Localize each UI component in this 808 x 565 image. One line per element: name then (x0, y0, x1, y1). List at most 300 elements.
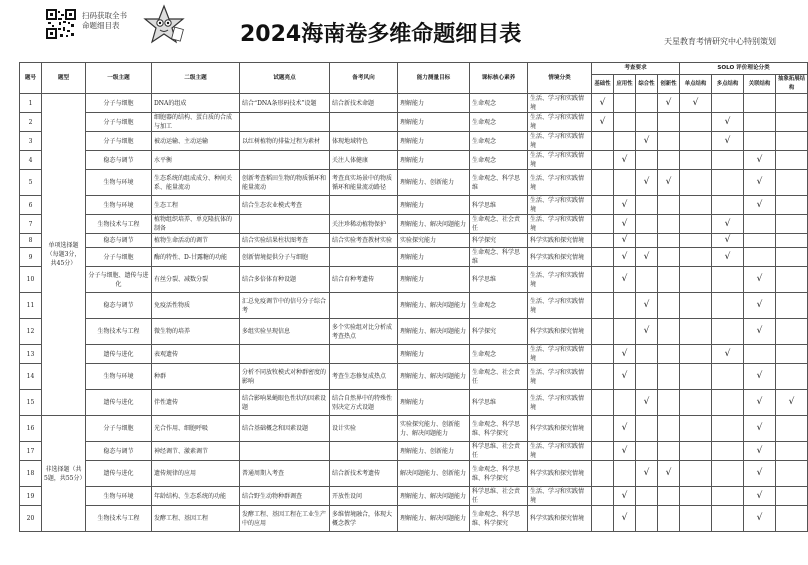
cell-solo-3 (776, 151, 808, 170)
check-mark-icon: √ (621, 199, 628, 210)
qr-code (46, 9, 76, 39)
cell-context: 生活、学习和实践情境 (528, 151, 592, 170)
cell-req-2 (636, 151, 658, 170)
cell-trend (330, 293, 398, 319)
cell-solo-0 (680, 234, 712, 248)
cell-solo-3 (776, 319, 808, 345)
cell-req-0 (592, 170, 614, 196)
cell-literacy: 生命观念、社会责任 (470, 364, 528, 390)
organization-credit: 天星教育考情研究中心特别策划 (664, 37, 776, 46)
cell-trial: 结合“DNA条形码技术”设题 (240, 94, 330, 113)
cell-req-1 (614, 390, 636, 416)
cell-solo-1 (712, 293, 744, 319)
cell-trend (330, 196, 398, 215)
cell-req-0 (592, 293, 614, 319)
cell-literacy: 生命观念、科学思维 (470, 248, 528, 267)
cell-literacy: 生命观念、社会责任 (470, 215, 528, 234)
cell-solo-3 (776, 196, 808, 215)
cell-req-3 (658, 113, 680, 132)
cell-ability: 理解能力、解决问题能力 (398, 215, 470, 234)
cell-trend: 结合新技术考遗传 (330, 461, 398, 487)
cell-req-0 (592, 113, 614, 132)
cell-trend: 开放性设问 (330, 487, 398, 506)
cell-topic1: 稳态与调节 (86, 151, 152, 170)
qr-note-line2: 命题细目表 (82, 21, 120, 30)
cell-topic2: 植物生命活动的调节 (152, 234, 240, 248)
check-mark-icon: √ (665, 468, 672, 478)
check-mark-icon: √ (665, 177, 672, 187)
cell-topic1: 分子与细胞 (86, 248, 152, 267)
cell-context: 生活、学习和实践情境 (528, 267, 592, 293)
cell-solo-3 (776, 267, 808, 293)
cell-topic2: 水平衡 (152, 151, 240, 170)
cell-num: 20 (20, 506, 42, 532)
cell-trend: 体现地域特色 (330, 132, 398, 151)
cell-solo-3 (776, 487, 808, 506)
check-mark-icon: √ (665, 97, 672, 108)
table-row (20, 506, 808, 532)
table-row (20, 113, 808, 132)
cell-req-1 (614, 319, 636, 345)
cell-req-2 (636, 170, 658, 196)
cell-topic2: 酶的特性、D-甘露糖的功能 (152, 248, 240, 267)
cell-solo-1 (712, 390, 744, 416)
cell-topic2: 神经调节、激素调节 (152, 442, 240, 461)
cell-trial: 创新情境提供分子与细胞 (240, 248, 330, 267)
cell-topic2: 伴性遗传 (152, 390, 240, 416)
cell-topic1: 生物技术与工程 (86, 319, 152, 345)
cell-num: 2 (20, 113, 42, 132)
cell-ability: 理解能力、解决问题能力 (398, 506, 470, 532)
cell-trial (240, 151, 330, 170)
table-row (20, 442, 808, 461)
cell-topic2: 光合作用、细胞呼吸 (152, 416, 240, 442)
cell-trial: 结合基础概念和因素设题 (240, 416, 330, 442)
table-row (20, 345, 808, 364)
cell-req-0 (592, 345, 614, 364)
cell-solo-2 (744, 390, 776, 416)
cell-trend: 多维情境融合，体现大概念教学 (330, 506, 398, 532)
cell-topic2: 生态工程 (152, 196, 240, 215)
cell-req-0 (592, 364, 614, 390)
cell-req-1 (614, 506, 636, 532)
cell-ability: 理解能力、创新能力 (398, 442, 470, 461)
cell-req-2 (636, 113, 658, 132)
cell-solo-0 (680, 170, 712, 196)
cell-req-2 (636, 94, 658, 113)
cell-req-3 (658, 442, 680, 461)
cell-req-0 (592, 506, 614, 532)
cell-solo-2 (744, 248, 776, 267)
cell-trial: 普通周期入考查 (240, 461, 330, 487)
check-mark-icon: √ (756, 274, 763, 284)
cell-req-2 (636, 506, 658, 532)
check-mark-icon: √ (756, 154, 763, 165)
cell-req-2 (636, 461, 658, 487)
cell-req-2 (636, 196, 658, 215)
check-mark-icon: √ (724, 116, 731, 127)
cell-context: 生活、学习和实践情境 (528, 390, 592, 416)
cell-topic1: 遗传与进化 (86, 390, 152, 416)
cell-solo-1 (712, 487, 744, 506)
cell-context: 生活、学习和实践情境 (528, 345, 592, 364)
cell-ability: 理解能力 (398, 390, 470, 416)
check-mark-icon: √ (756, 490, 763, 501)
cell-ability: 解决问题能力、创新能力 (398, 461, 470, 487)
check-mark-icon: √ (643, 326, 650, 336)
cell-ability: 理解能力 (398, 196, 470, 215)
cell-context: 科学实践和探究情境 (528, 461, 592, 487)
col-header-solo: SOLO 评价理论分类 (680, 63, 808, 75)
cell-solo-2 (744, 293, 776, 319)
cell-solo-3 (776, 215, 808, 234)
cell-solo-2 (744, 345, 776, 364)
cell-req-3 (658, 506, 680, 532)
check-mark-icon: √ (756, 177, 763, 187)
check-mark-icon: √ (756, 326, 763, 336)
cell-req-3 (658, 196, 680, 215)
cell-solo-0 (680, 196, 712, 215)
cell-trial: 多组实验呈现信息 (240, 319, 330, 345)
cell-topic2: 生态系统的组成成分、种间关系、能量流动 (152, 170, 240, 196)
cell-num: 15 (20, 390, 42, 416)
cell-req-2 (636, 267, 658, 293)
cell-req-0 (592, 234, 614, 248)
cell-solo-1 (712, 319, 744, 345)
check-mark-icon: √ (621, 423, 628, 433)
cell-trial: 创新考查稻田生物的物质循环和能量流动 (240, 170, 330, 196)
cell-solo-3 (776, 94, 808, 113)
cell-topic1: 遗传与进化 (86, 461, 152, 487)
check-mark-icon: √ (692, 97, 699, 108)
cell-req-2 (636, 390, 658, 416)
cell-topic1: 稳态与调节 (86, 442, 152, 461)
check-mark-icon: √ (621, 274, 628, 284)
cell-solo-1 (712, 94, 744, 113)
col-header-type: 题型 (42, 63, 86, 94)
cell-context: 生活、学习和实践情境 (528, 364, 592, 390)
cell-trend: 关注珍稀动植物保护 (330, 215, 398, 234)
cell-literacy: 生命观念 (470, 293, 528, 319)
cell-ability: 理解能力、解决问题能力 (398, 364, 470, 390)
cell-req-3 (658, 293, 680, 319)
cell-solo-2 (744, 196, 776, 215)
cell-context: 生活、学习和实践情境 (528, 196, 592, 215)
cell-topic2: 年龄结构、生态系统的功能 (152, 487, 240, 506)
check-mark-icon: √ (756, 300, 763, 310)
table-row (20, 319, 808, 345)
cell-ability: 理解能力 (398, 151, 470, 170)
cell-topic2: 被动运输、主动运输 (152, 132, 240, 151)
col-header-trial: 试题亮点 (240, 63, 330, 94)
cell-trial (240, 442, 330, 461)
cell-topic2: 植物组织培养、单克隆抗体的制备 (152, 215, 240, 234)
col-header-solo-extended: 抽象拓展结构 (776, 75, 808, 94)
cell-solo-1 (712, 248, 744, 267)
check-mark-icon: √ (756, 397, 763, 407)
table-row (20, 234, 808, 248)
cell-req-2 (636, 215, 658, 234)
cell-solo-3 (776, 293, 808, 319)
cell-context: 生活、学习和实践情境 (528, 215, 592, 234)
cell-req-1 (614, 94, 636, 113)
cell-num: 1 (20, 94, 42, 113)
cell-topic1: 生物技术与工程 (86, 506, 152, 532)
check-mark-icon: √ (756, 423, 763, 433)
cell-ability: 理解能力 (398, 345, 470, 364)
col-header-req-innovative: 创新性 (658, 75, 680, 94)
cell-solo-0 (680, 506, 712, 532)
table-row (20, 196, 808, 215)
cell-topic1: 稳态与调节 (86, 234, 152, 248)
cell-num: 16 (20, 416, 42, 442)
cell-topic1: 分子与细胞、遗传与进化 (86, 267, 152, 293)
star-mascot-icon (140, 4, 188, 48)
cell-solo-0 (680, 293, 712, 319)
check-mark-icon: √ (724, 135, 731, 146)
cell-topic1: 生物与环境 (86, 364, 152, 390)
cell-ability: 理解能力 (398, 132, 470, 151)
cell-topic2: 细胞器的结构、蛋白质的合成与加工 (152, 113, 240, 132)
cell-topic2: 微生物的培养 (152, 319, 240, 345)
table-row (20, 293, 808, 319)
cell-trend: 设计实验 (330, 416, 398, 442)
cell-trend: 结合自然界中的特殊性别决定方式设题 (330, 390, 398, 416)
cell-solo-0 (680, 151, 712, 170)
cell-solo-3 (776, 416, 808, 442)
cell-solo-1 (712, 196, 744, 215)
cell-solo-3 (776, 113, 808, 132)
cell-req-3 (658, 364, 680, 390)
cell-ability: 理解能力、创新能力 (398, 170, 470, 196)
cell-topic1: 生物与环境 (86, 170, 152, 196)
cell-req-0 (592, 267, 614, 293)
cell-literacy: 科学思维、社会责任 (470, 442, 528, 461)
cell-solo-0 (680, 390, 712, 416)
cell-ability: 理解能力 (398, 94, 470, 113)
cell-context: 科学实践和探究情境 (528, 416, 592, 442)
cell-req-0 (592, 442, 614, 461)
cell-solo-2 (744, 94, 776, 113)
cell-req-2 (636, 319, 658, 345)
cell-literacy: 科学思维 (470, 196, 528, 215)
cell-trial: 结合野生动物种群调查 (240, 487, 330, 506)
cell-solo-3 (776, 248, 808, 267)
check-mark-icon: √ (621, 251, 628, 262)
check-mark-icon: √ (756, 468, 763, 478)
cell-solo-1 (712, 113, 744, 132)
check-mark-icon: √ (621, 154, 628, 165)
cell-context: 科学实践和探究情境 (528, 506, 592, 532)
cell-ability: 理解能力、解决问题能力 (398, 319, 470, 345)
cell-req-2 (636, 442, 658, 461)
cell-req-0 (592, 390, 614, 416)
check-mark-icon: √ (643, 251, 650, 262)
cell-trend: 考查生态修复成热点 (330, 364, 398, 390)
cell-solo-2 (744, 170, 776, 196)
col-header-ability: 能力测量目标 (398, 63, 470, 94)
cell-num: 8 (20, 234, 42, 248)
cell-literacy: 科学思维 (470, 267, 528, 293)
table-row (20, 248, 808, 267)
cell-solo-0 (680, 94, 712, 113)
check-mark-icon: √ (621, 490, 628, 501)
cell-context: 生活、学习和实践情境 (528, 94, 592, 113)
cell-req-2 (636, 364, 658, 390)
cell-topic1: 遗传与进化 (86, 345, 152, 364)
cell-solo-0 (680, 267, 712, 293)
cell-context: 生活、学习和实践情境 (528, 487, 592, 506)
qr-note (82, 11, 127, 31)
check-mark-icon: √ (621, 218, 628, 229)
cell-type-free-response: 非选择题（共5题，共55分） (42, 416, 86, 532)
cell-req-0 (592, 461, 614, 487)
col-header-requirements: 考查要求 (592, 63, 680, 75)
check-mark-icon: √ (756, 445, 763, 456)
cell-trial (240, 215, 330, 234)
check-mark-icon: √ (621, 371, 628, 381)
check-mark-icon: √ (621, 445, 628, 456)
cell-req-0 (592, 196, 614, 215)
check-mark-icon: √ (643, 177, 650, 187)
cell-trial (240, 345, 330, 364)
table-body (20, 94, 808, 532)
cell-solo-2 (744, 151, 776, 170)
cell-topic1: 生物与环境 (86, 487, 152, 506)
cell-ability: 理解能力 (398, 248, 470, 267)
cell-req-2 (636, 487, 658, 506)
cell-req-1 (614, 215, 636, 234)
cell-context: 科学实践和探究情境 (528, 234, 592, 248)
cell-req-1 (614, 248, 636, 267)
cell-num: 10 (20, 267, 42, 293)
check-mark-icon: √ (599, 97, 606, 108)
cell-literacy: 生命观念、科学思维、科学探究 (470, 416, 528, 442)
cell-literacy: 生命观念、科学思维 (470, 170, 528, 196)
cell-req-0 (592, 319, 614, 345)
cell-solo-2 (744, 234, 776, 248)
col-header-solo-unistructural: 单点结构 (680, 75, 712, 94)
check-mark-icon: √ (756, 371, 763, 381)
cell-topic2: 遗传规律的应用 (152, 461, 240, 487)
check-mark-icon: √ (724, 348, 731, 359)
cell-trial: 以红树植物的排盐过程为素材 (240, 132, 330, 151)
check-mark-icon: √ (643, 468, 650, 478)
table-row (20, 487, 808, 506)
cell-solo-0 (680, 345, 712, 364)
cell-num: 17 (20, 442, 42, 461)
cell-trend: 考查真实场景中的物质循环和能量流动路径 (330, 170, 398, 196)
cell-req-2 (636, 345, 658, 364)
cell-num: 3 (20, 132, 42, 151)
cell-solo-2 (744, 364, 776, 390)
check-mark-icon: √ (756, 513, 763, 523)
cell-solo-2 (744, 416, 776, 442)
cell-req-1 (614, 461, 636, 487)
cell-solo-3 (776, 461, 808, 487)
qr-note-line1: 扫码获取全书 (82, 11, 127, 20)
cell-context: 生活、学习和实践情境 (528, 293, 592, 319)
cell-req-0 (592, 132, 614, 151)
cell-req-1 (614, 234, 636, 248)
cell-req-0 (592, 94, 614, 113)
cell-topic1: 分子与细胞 (86, 113, 152, 132)
cell-solo-3 (776, 345, 808, 364)
cell-req-3 (658, 319, 680, 345)
cell-solo-3 (776, 132, 808, 151)
cell-req-1 (614, 267, 636, 293)
cell-solo-1 (712, 364, 744, 390)
check-mark-icon: √ (643, 397, 650, 407)
cell-type-single-choice: 单项选择题（每题3分，共45分） (42, 94, 86, 416)
col-header-num: 题号 (20, 63, 42, 94)
col-header-context: 情境分类 (528, 63, 592, 94)
check-mark-icon: √ (724, 235, 731, 245)
cell-req-3 (658, 390, 680, 416)
cell-num: 14 (20, 364, 42, 390)
cell-solo-2 (744, 132, 776, 151)
cell-trial (240, 113, 330, 132)
cell-literacy: 生命观念 (470, 113, 528, 132)
cell-solo-1 (712, 267, 744, 293)
table-row (20, 390, 808, 416)
cell-trend (330, 113, 398, 132)
col-header-trend: 备考风向 (330, 63, 398, 94)
cell-literacy: 生命观念 (470, 132, 528, 151)
cell-solo-2 (744, 506, 776, 532)
cell-literacy: 生命观念、科学思维、科学探究 (470, 506, 528, 532)
col-header-req-applied: 应用性 (614, 75, 636, 94)
cell-req-1 (614, 345, 636, 364)
table-row (20, 416, 808, 442)
cell-ability: 理解能力、解决问题能力 (398, 487, 470, 506)
cell-solo-0 (680, 319, 712, 345)
cell-trend (330, 248, 398, 267)
cell-solo-2 (744, 442, 776, 461)
cell-req-0 (592, 248, 614, 267)
check-mark-icon: √ (724, 218, 731, 229)
cell-solo-0 (680, 487, 712, 506)
cell-req-3 (658, 267, 680, 293)
cell-trial: 分析不同放牧模式对种群密度的影响 (240, 364, 330, 390)
cell-literacy: 科学思维、社会责任 (470, 487, 528, 506)
cell-solo-1 (712, 461, 744, 487)
cell-req-1 (614, 442, 636, 461)
table-row (20, 151, 808, 170)
check-mark-icon: √ (788, 397, 795, 407)
cell-req-2 (636, 416, 658, 442)
cell-topic2: 种群 (152, 364, 240, 390)
cell-topic1: 生物与环境 (86, 196, 152, 215)
cell-req-1 (614, 151, 636, 170)
cell-trend (330, 442, 398, 461)
cell-context: 生活、学习和实践情境 (528, 442, 592, 461)
col-header-topic1: 一级主题 (86, 63, 152, 94)
cell-req-2 (636, 248, 658, 267)
cell-topic1: 生物技术与工程 (86, 215, 152, 234)
cell-req-3 (658, 94, 680, 113)
cell-ability: 实验探究能力、创新能力、解决问题能力 (398, 416, 470, 442)
cell-req-2 (636, 132, 658, 151)
cell-topic2: 有丝分裂、减数分裂 (152, 267, 240, 293)
header-row-group (20, 63, 808, 75)
cell-solo-0 (680, 113, 712, 132)
cell-ability: 理解能力 (398, 267, 470, 293)
cell-trend: 结合育种考遗传 (330, 267, 398, 293)
table-row (20, 461, 808, 487)
cell-num: 13 (20, 345, 42, 364)
cell-req-3 (658, 234, 680, 248)
